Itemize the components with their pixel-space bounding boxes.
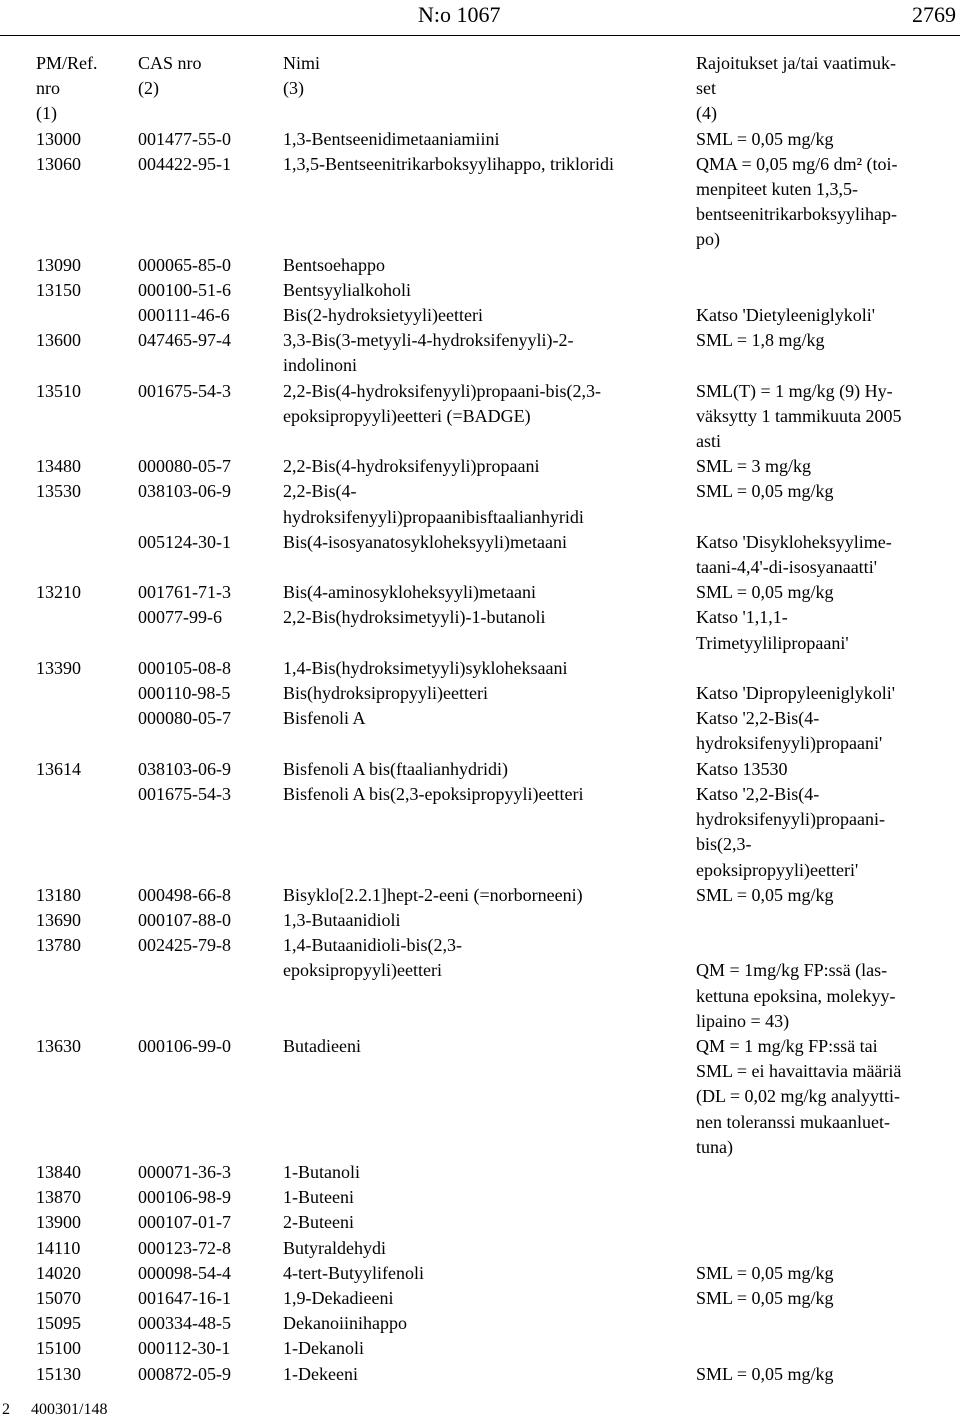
substance-name-cell [283,278,696,303]
cas-number-cell: 000080-05-7 [138,456,231,477]
name-line: Bisfenoli A bis(ftaalianhydridi) [283,758,508,779]
name-line: 1-Butanoli [283,1161,360,1182]
cas-number-cell: 000098-54-4 [138,1262,231,1283]
name-line: epoksipropyyli)eetteri (=BADGE) [283,405,531,426]
pm-ref-cell [36,303,138,328]
pm-ref-cell [36,605,138,655]
substance-name-cell [283,1034,696,1160]
substance-name-cell [283,933,696,1034]
table-row [36,1286,940,1311]
table-row [36,1034,940,1160]
restriction-line: nen toleranssi mukaanluet- [696,1111,890,1132]
pm-ref-cell: 13000 [36,128,81,149]
restriction-cell [696,757,940,782]
pm-ref-cell: 14110 [36,1237,81,1258]
pm-ref-cell: 15100 [36,1338,81,1359]
substance-name-cell [283,152,696,253]
column-header-name: Nimi (3) [283,53,321,99]
restriction-line: Katso 'Dietyleeniglykoli' [696,305,875,326]
restriction-line: hydroksifenyyli)propaani' [696,733,883,754]
substance-name-cell [283,757,696,782]
substance-name-cell [283,253,696,278]
table-row [36,530,940,580]
restriction-line: väksytty 1 tammikuuta 2005 [696,405,902,426]
cas-number-cell: 001675-54-3 [138,380,231,401]
restriction-line: epoksipropyyli)eetteri' [696,859,859,880]
restriction-cell [696,933,940,1034]
pm-ref-cell: 13480 [36,456,81,477]
restriction-line: menpiteet kuten 1,3,5- [696,179,858,200]
restriction-line: Katso '2,2-Bis(4- [696,783,820,804]
cas-number-cell: 000112-30-1 [138,1338,231,1359]
pm-ref-cell: 15130 [36,1363,81,1384]
substance-name-cell [283,1336,696,1361]
restriction-cell [696,1210,940,1235]
cas-number-cell: 038103-06-9 [138,481,231,502]
restriction-line: taani-4,4'-di-isosyanaatti' [696,557,877,578]
restriction-cell [696,782,940,883]
pm-ref-cell: 13630 [36,1035,81,1056]
restriction-line: Katso 'Dipropyleeniglykoli' [696,683,895,704]
table-row [36,1362,940,1387]
restriction-cell [696,530,940,580]
substance-name-cell [283,1210,696,1235]
table-row [36,278,940,303]
pm-ref-cell: 13900 [36,1212,81,1233]
pm-ref-cell: 13090 [36,254,81,275]
restriction-line: SML = 0,05 mg/kg [696,128,834,149]
table-row [36,303,940,328]
substance-name-cell [283,479,696,529]
restriction-line: lipaino = 43) [696,1010,790,1031]
name-line: 2,2-Bis(4- [283,481,357,502]
restriction-line: kettuna epoksina, molekyy- [696,985,896,1006]
restriction-cell [696,152,940,253]
table-row [36,379,940,455]
substance-name-cell [283,656,696,681]
name-line: Dekanoiinihappo [283,1313,407,1334]
cas-number-cell: 000334-48-5 [138,1313,231,1334]
cas-number-cell: 000107-88-0 [138,909,231,930]
restriction-cell [696,379,940,455]
name-line: epoksipropyyli)eetteri [283,960,442,981]
restriction-cell [696,1362,940,1387]
cas-number-cell: 000111-46-6 [138,305,230,326]
table-row [36,706,940,756]
name-line: 1,9-Dekadieeni [283,1287,394,1308]
substance-name-cell [283,1286,696,1311]
substance-name-cell [283,883,696,908]
name-line: Bis(hydroksipropyyli)eetteri [283,683,488,704]
table-row [36,908,940,933]
substance-name-cell [283,580,696,605]
restriction-cell [696,303,940,328]
pm-ref-cell: 13150 [36,279,81,300]
restriction-cell [696,883,940,908]
name-line: 1,3-Bentseenidimetaaniamiini [283,128,500,149]
cas-number-cell: 001647-16-1 [138,1287,231,1308]
name-line: Bis(4-isosyanatosykloheksyyli)metaani [283,531,567,552]
substance-name-cell [283,303,696,328]
restriction-cell [696,328,940,378]
pm-ref-cell: 13600 [36,330,81,351]
name-line: hydroksifenyyli)propaanibisftaalianhyridi [283,506,584,527]
restriction-line: Katso 'Disykloheksyylime- [696,531,892,552]
cas-number-cell: 00077-99-6 [138,607,222,628]
substance-name-cell [283,127,696,152]
substance-table [36,51,940,1387]
restriction-cell [696,1336,940,1361]
table-row [36,782,940,883]
restriction-cell [696,1185,940,1210]
table-row [36,1185,940,1210]
pm-ref-cell [36,782,138,883]
cas-number-cell: 001477-55-0 [138,128,231,149]
restriction-line: SML(T) = 1 mg/kg (9) Hy- [696,380,893,401]
pm-ref-cell: 13390 [36,657,81,678]
page-number: 2769 [912,2,956,27]
name-line: 1,3,5-Bentseenitrikarboksyylihappo, trikloridi [283,153,614,174]
restriction-line: Katso '2,2-Bis(4- [696,708,820,729]
cas-number-cell: 001675-54-3 [138,783,231,804]
cas-number-cell: 000071-36-3 [138,1161,231,1182]
pm-ref-cell: 15070 [36,1287,81,1308]
table-row [36,580,940,605]
table-row [36,1311,940,1336]
restriction-line: bentseenitrikarboksyylihap- [696,204,897,225]
cas-number-cell: 000110-98-5 [138,683,231,704]
restriction-line: SML = 0,05 mg/kg [696,481,834,502]
restriction-line: SML = 0,05 mg/kg [696,1287,834,1308]
cas-number-cell: 038103-06-9 [138,758,231,779]
substance-name-cell [283,454,696,479]
cas-number-cell: 000065-85-0 [138,254,231,275]
cas-number-cell: 000498-66-8 [138,884,231,905]
restriction-line: tuna) [696,1136,733,1157]
cas-number-cell: 000123-72-8 [138,1237,231,1258]
table-row [36,681,940,706]
name-line: Bisfenoli A bis(2,3-epoksipropyyli)eetteri [283,783,584,804]
restriction-line: Katso 13530 [696,758,788,779]
cas-number-cell: 002425-79-8 [138,935,231,956]
table-row [36,1160,940,1185]
substance-name-cell [283,379,696,455]
name-line: Bisyklo[2.2.1]hept-2-eeni (=norborneeni) [283,884,583,905]
restriction-line: (DL = 0,02 mg/kg analyytti- [696,1086,900,1107]
restriction-line: SML = 0,05 mg/kg [696,582,834,603]
table-row [36,1236,940,1261]
restriction-line: SML = 0,05 mg/kg [696,1262,834,1283]
pm-ref-cell: 13510 [36,380,81,401]
column-header-cas: CAS nro (2) [138,53,202,99]
restriction-line: SML = ei havaittavia määriä [696,1061,902,1082]
substance-name-cell [283,530,696,580]
restriction-cell [696,253,940,278]
table-row [36,933,940,1034]
restriction-cell [696,656,940,681]
table-row [36,328,940,378]
name-line: 1,3-Butaanidioli [283,909,401,930]
restriction-line: hydroksifenyyli)propaani- [696,809,885,830]
substance-name-cell [283,1362,696,1387]
name-line: 2,2-Bis(4-hydroksifenyyli)propaani-bis(2,3- [283,380,601,401]
cas-number-cell: 000100-51-6 [138,279,231,300]
substance-name-cell [283,681,696,706]
restriction-line: QMA = 0,05 mg/6 dm² (toi- [696,153,898,174]
restriction-line: Katso '1,1,1- [696,607,788,628]
table-row [36,253,940,278]
restriction-cell [696,605,940,655]
name-line: 1-Buteeni [283,1187,354,1208]
name-line: 1,4-Bis(hydroksimetyyli)sykloheksaani [283,657,568,678]
name-line: Bentsyylialkoholi [283,279,411,300]
pm-ref-cell: 14020 [36,1262,81,1283]
cas-number-cell: 001761-71-3 [138,582,231,603]
name-line: Bentsoehappo [283,254,385,275]
pm-ref-cell: 13780 [36,935,81,956]
name-line: 1-Dekanoli [283,1338,364,1359]
column-header-restrictions: Rajoitukset ja/tai vaatimuk- set (4) [696,53,896,124]
substance-name-cell [283,782,696,883]
pm-ref-cell [36,681,138,706]
pm-ref-cell [36,530,138,580]
cas-number-cell: 000105-08-8 [138,657,231,678]
pm-ref-cell: 15095 [36,1313,81,1334]
restriction-line: Trimetyylilipropaani' [696,632,849,653]
cas-number-cell: 000080-05-7 [138,708,231,729]
cas-number-cell: 005124-30-1 [138,531,231,552]
name-line: indolinoni [283,355,358,376]
name-line: Bis(4-aminosykloheksyyli)metaani [283,582,536,603]
table-row [36,127,940,152]
footer-code: 400301/148 [31,1401,108,1418]
name-line: 2,2-Bis(hydroksimetyyli)-1-butanoli [283,607,546,628]
name-line: 2,2-Bis(4-hydroksifenyyli)propaani [283,456,540,477]
restriction-cell [696,1286,940,1311]
footer-left: 2 [2,1401,10,1418]
table-row [36,1261,940,1286]
table-row [36,605,940,655]
name-line: 3,3-Bis(3-metyyli-4-hydroksifenyyli)-2- [283,330,574,351]
restriction-line: SML = 1,8 mg/kg [696,330,825,351]
table-row [36,757,940,782]
restriction-cell [696,454,940,479]
substance-name-cell [283,1261,696,1286]
table-row [36,1336,940,1361]
substance-name-cell [283,605,696,655]
pm-ref-cell: 13840 [36,1161,81,1182]
table-row [36,883,940,908]
table-row [36,454,940,479]
table-row [36,152,940,253]
substance-name-cell [283,1311,696,1336]
name-line: Butyraldehydi [283,1237,386,1258]
restriction-line: bis(2,3- [696,834,752,855]
pm-ref-cell: 13870 [36,1187,81,1208]
substance-name-cell [283,908,696,933]
restriction-cell [696,1311,940,1336]
pm-ref-cell: 13530 [36,481,81,502]
restriction-line: asti [696,431,721,452]
name-line: Bisfenoli A [283,708,366,729]
column-header-pm-ref: PM/Ref. nro (1) [36,53,98,124]
substance-name-cell [283,1185,696,1210]
table-row [36,479,940,529]
restriction-cell [696,681,940,706]
name-line: Bis(2-hydroksietyyli)eetteri [283,305,483,326]
restriction-cell [696,706,940,756]
name-line: Butadieeni [283,1035,361,1056]
substance-name-cell [283,706,696,756]
restriction-line: SML = 0,05 mg/kg [696,884,834,905]
pm-ref-cell: 13614 [36,758,81,779]
restriction-cell [696,908,940,933]
table-body [36,127,940,1387]
cas-number-cell: 000106-99-0 [138,1035,231,1056]
restriction-line: QM = 1mg/kg FP:ssä (las- [696,960,888,981]
table-row [36,1210,940,1235]
cas-number-cell: 047465-97-4 [138,330,231,351]
name-line: 4-tert-Butyylifenoli [283,1262,424,1283]
restriction-cell [696,127,940,152]
restriction-line: QM = 1 mg/kg FP:ssä tai [696,1035,878,1056]
restriction-cell [696,479,940,529]
substance-name-cell [283,328,696,378]
pm-ref-cell: 13690 [36,909,81,930]
pm-ref-cell: 13210 [36,582,81,603]
restriction-line: SML = 0,05 mg/kg [696,1363,834,1384]
cas-number-cell: 004422-95-1 [138,153,231,174]
restriction-cell [696,1261,940,1286]
restriction-cell [696,1034,940,1160]
restriction-cell [696,278,940,303]
restriction-line: po) [696,229,720,250]
name-line: 2-Buteeni [283,1212,354,1233]
cas-number-cell: 000107-01-7 [138,1212,231,1233]
substance-name-cell [283,1160,696,1185]
name-line: 1,4-Butaanidioli-bis(2,3- [283,935,462,956]
header-rule [0,35,960,36]
pm-ref-cell: 13180 [36,884,81,905]
table-header-row [36,51,940,127]
restriction-line: SML = 3 mg/kg [696,456,811,477]
pm-ref-cell: 13060 [36,153,81,174]
restriction-line [696,933,940,958]
pm-ref-cell [36,706,138,756]
document-number: N:o 1067 [418,2,501,27]
cas-number-cell: 000872-05-9 [138,1363,231,1384]
substance-name-cell [283,1236,696,1261]
restriction-cell [696,1160,940,1185]
table-row [36,656,940,681]
name-line: 1-Dekeeni [283,1363,358,1384]
cas-number-cell: 000106-98-9 [138,1187,231,1208]
restriction-cell [696,1236,940,1261]
restriction-cell [696,580,940,605]
